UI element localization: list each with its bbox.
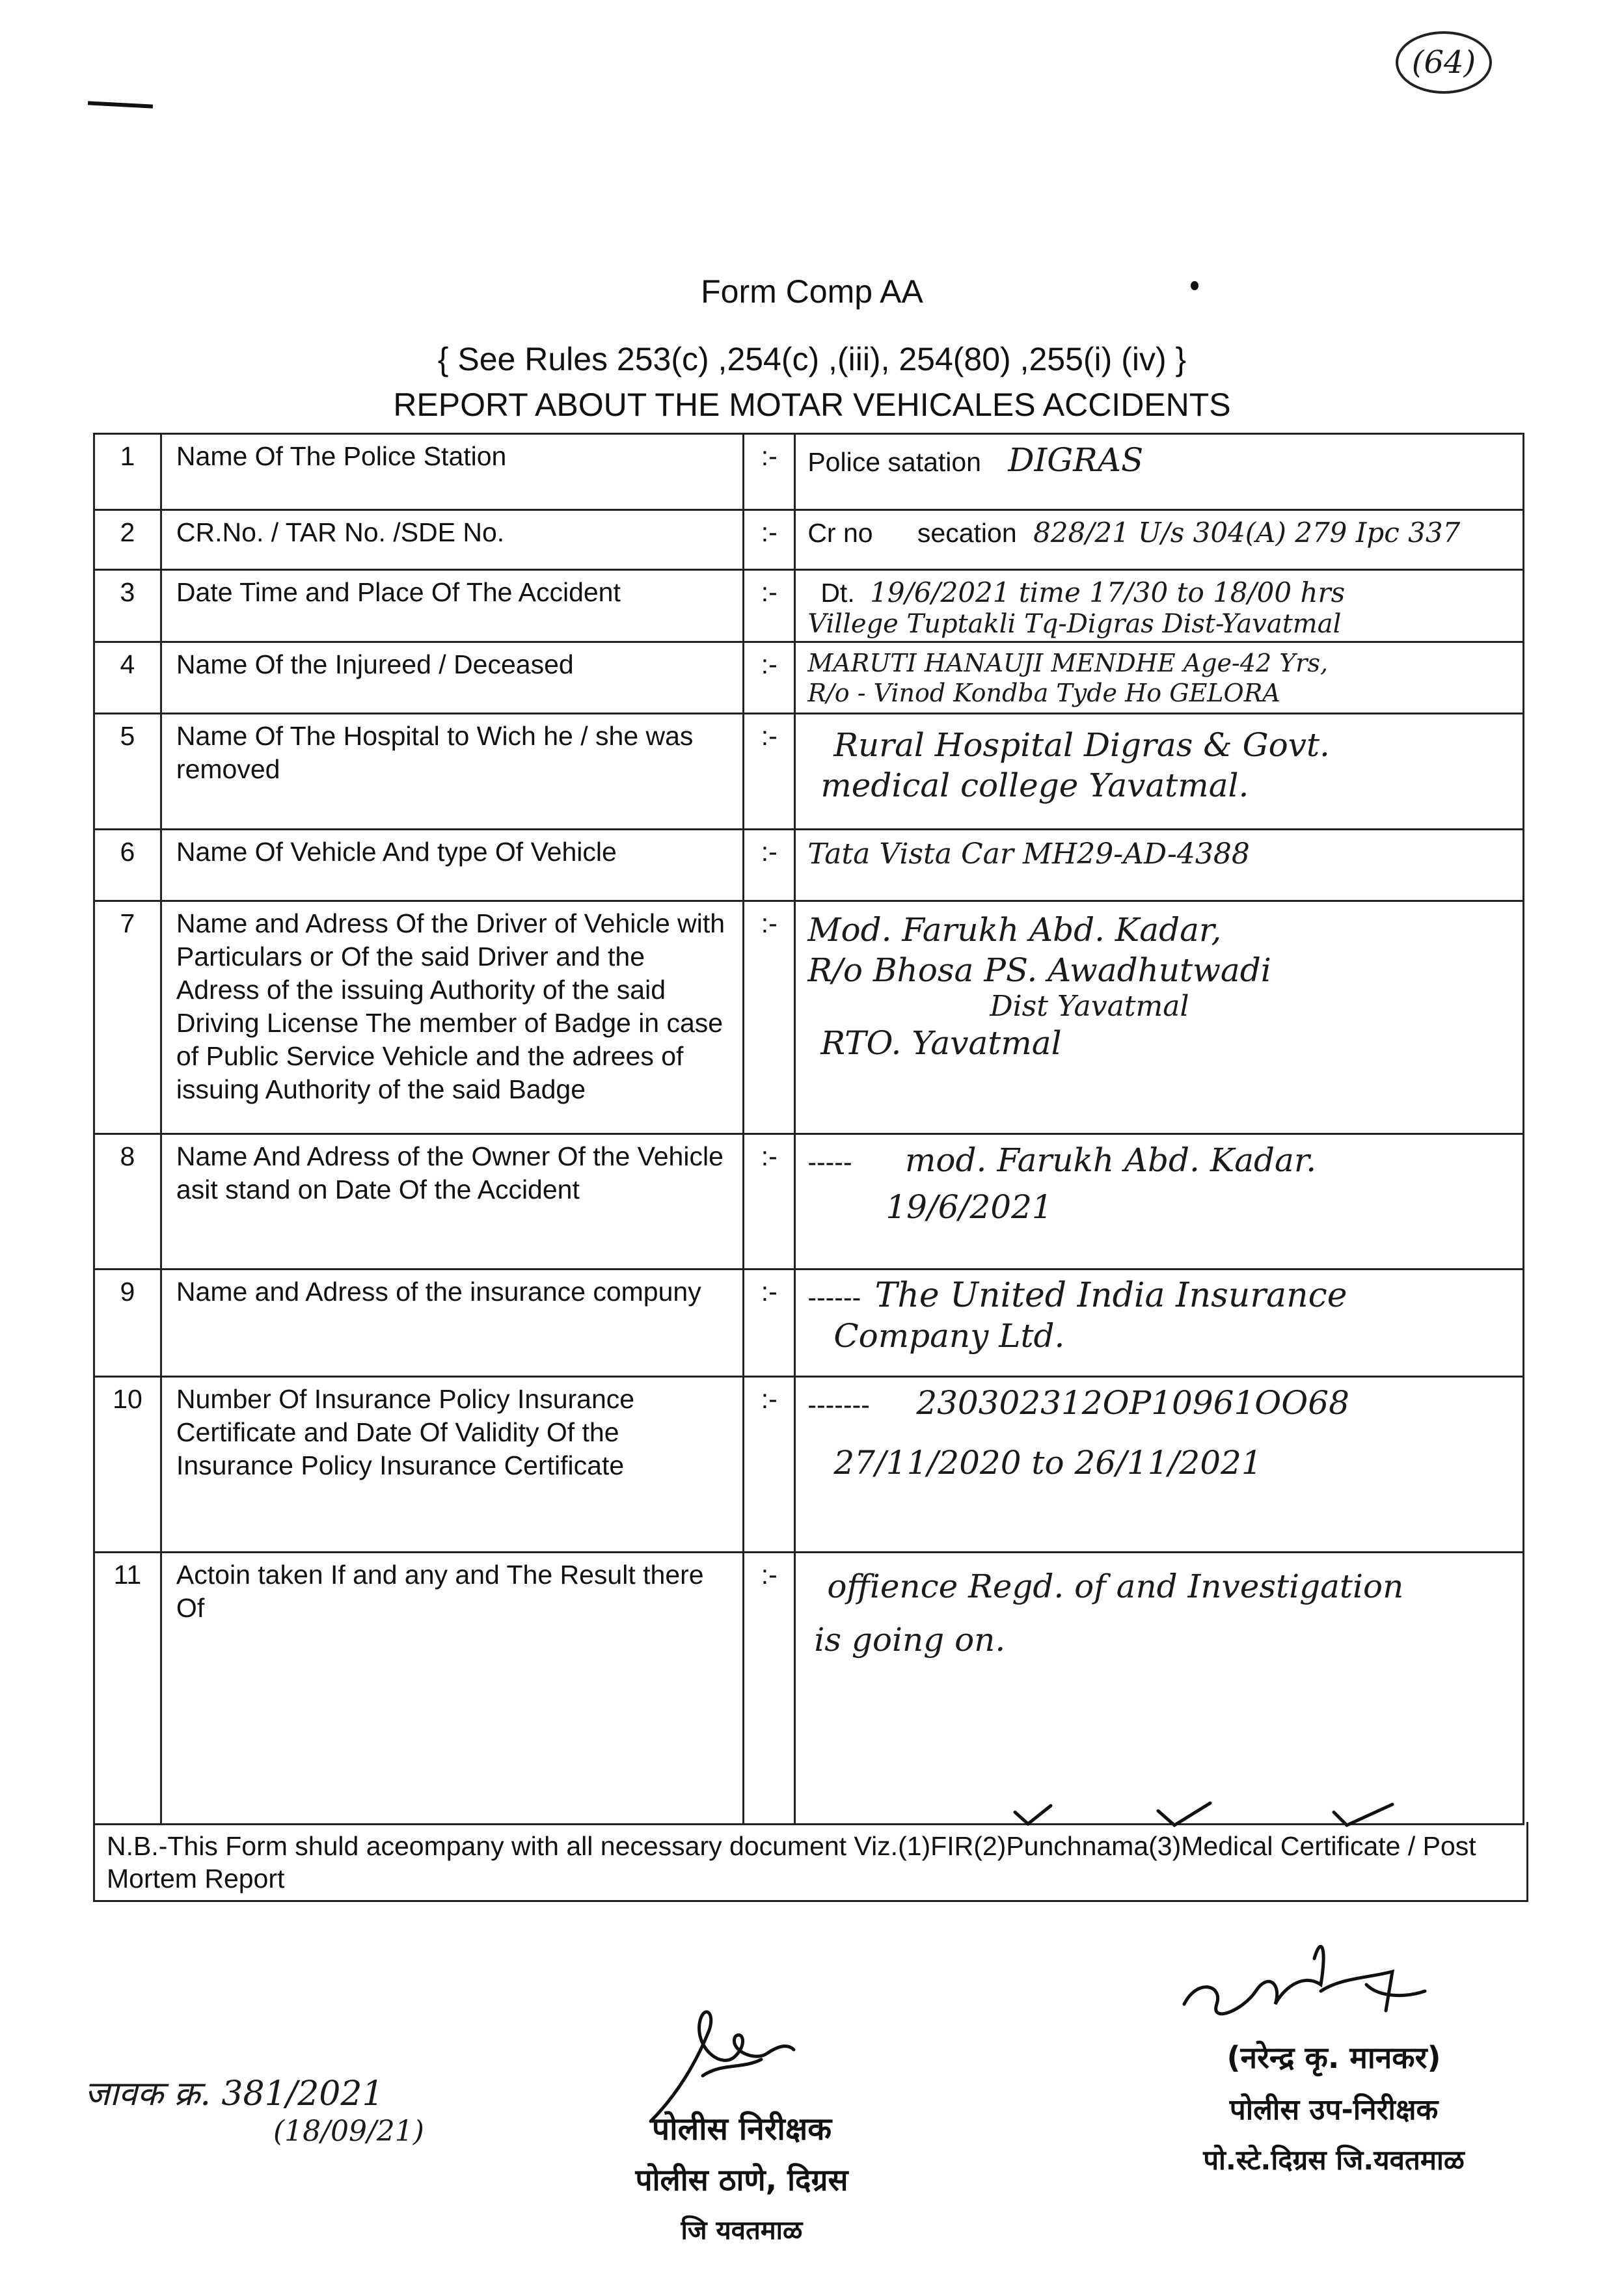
sub-inspector-designation: पोलीस उप-निरीक्षक [1229, 2093, 1439, 2126]
row-separator: :- [744, 1377, 795, 1553]
row-separator: :- [744, 570, 795, 642]
handwritten-value: 230302312OP10961OO68 [916, 1384, 1349, 1422]
row-label: Name and Adress of the insurance compuny [161, 1270, 743, 1377]
row-separator: :- [744, 1553, 795, 1825]
printed-value: Police satation [807, 447, 981, 477]
row-number: 7 [94, 901, 161, 1134]
handwritten-value: Mod. Farukh Abd. Kadar, [807, 911, 1222, 949]
sub-inspector-name: (नरेन्द्र कृ. मानकर) [1226, 2040, 1441, 2075]
handwritten-value: Company Ltd. [833, 1317, 1065, 1355]
row-number: 5 [94, 714, 161, 830]
row-value [795, 642, 1524, 714]
row-label: Name Of The Police Station [161, 434, 743, 510]
page-number: (64) [1396, 31, 1492, 94]
row-value [795, 434, 1524, 510]
inspector-designation: पोलीस निरीक्षक [651, 2111, 832, 2147]
table-row [94, 714, 1524, 830]
table-row [94, 570, 1524, 642]
form-title: Form Comp AA [701, 273, 923, 310]
row-value [795, 1377, 1524, 1553]
handwritten-value: is going on. [814, 1621, 1006, 1659]
row-number: 1 [94, 434, 161, 510]
table-row [94, 510, 1524, 570]
row-separator: :- [744, 434, 795, 510]
row-label: Name Of the Injureed / Deceased [161, 642, 743, 714]
report-title: REPORT ABOUT THE MOTAR VEHICALES ACCIDENTS [393, 387, 1231, 423]
handwritten-value: mod. Farukh Abd. Kadar. [905, 1141, 1317, 1179]
row-number: 10 [94, 1377, 161, 1553]
handwritten-value: 828/21 U/s 304(A) 279 Ipc 337 [1033, 517, 1461, 549]
printed-value: ------- [807, 1390, 870, 1420]
margin-mark [88, 101, 153, 108]
row-value [795, 510, 1524, 570]
row-number: 3 [94, 570, 161, 642]
row-separator: :- [744, 1134, 795, 1270]
handwritten-value: Tata Vista Car MH29-AD-4388 [807, 837, 1250, 871]
row-number: 6 [94, 830, 161, 901]
sub-inspector-signature-icon [1171, 1933, 1457, 2037]
row-number: 11 [94, 1553, 161, 1825]
handwritten-value: Villege Tuptakli Tq-Digras Dist-Yavatmal [807, 609, 1342, 639]
handwritten-value: R/o Bhosa PS. Awadhutwadi [807, 951, 1271, 989]
row-label: Date Time and Place Of The Accident [161, 570, 743, 642]
sub-inspector-station: पो.स्टे.दिग्रस जि.यवतमाळ [1203, 2144, 1465, 2176]
table-row [94, 1377, 1524, 1553]
row-separator: :- [744, 642, 795, 714]
handwritten-value: Rural Hospital Digras & Govt. [833, 726, 1330, 764]
row-label: Name Of The Hospital to Wich he / she was removed [161, 714, 743, 830]
row-value [795, 901, 1524, 1134]
table-row [94, 1134, 1524, 1270]
table-row [94, 901, 1524, 1134]
handwritten-value: MARUTI HANAUJI MENDHE Age-42 Yrs, [807, 649, 1329, 677]
inspector-district: जि यवतमाळ [681, 2216, 803, 2246]
row-label: Name Of Vehicle And type Of Vehicle [161, 830, 743, 901]
row-label: Name and Adress Of the Driver of Vehicle with Particulars or Of the said Driver and the Adress of the issuing Authority of the said Driving License The member of Badge in case of Public Service Vehicle and the adrees of issuing Authority of the said Badge [161, 901, 743, 1134]
row-value [795, 570, 1524, 642]
row-value [795, 1134, 1524, 1270]
table-row [94, 1270, 1524, 1377]
row-separator: :- [744, 510, 795, 570]
row-label: Actoin taken If and any and The Result there Of [161, 1553, 743, 1825]
row-separator: :- [744, 830, 795, 901]
outward-number: जावक क्र. 381/2021 [85, 2074, 384, 2113]
handwritten-value: RTO. Yavatmal [820, 1024, 1062, 1062]
printed-value: Dt. [820, 578, 855, 608]
handwritten-value: 19/6/2021 time 17/30 to 18/00 hrs [870, 577, 1346, 608]
row-number: 8 [94, 1134, 161, 1270]
table-row [94, 830, 1524, 901]
inspector-station: पोलीस ठाणे, दिग्रस [635, 2162, 848, 2197]
row-separator: :- [744, 901, 795, 1134]
row-label: Number Of Insurance Policy Insurance Certificate and Date Of Validity Of the Insurance Policy Insurance Certificate [161, 1377, 743, 1553]
row-separator: :- [744, 1270, 795, 1377]
row-value [795, 1270, 1524, 1377]
rules-reference: { See Rules 253(c) ,254(c) ,(iii), 254(80) ,255(i) (iv) } [437, 341, 1187, 377]
handwritten-value: R/o - Vinod Kondba Tyde Ho GELORA [807, 679, 1280, 707]
printed-value: ------ [807, 1283, 861, 1312]
handwritten-value: medical college Yavatmal. [820, 767, 1249, 804]
note-section: N.B.-This Form shuld aceompany with all necessary document Viz.(1)FIR(2)Punchnama(3)Medical Certificate / Post Mortem Report [93, 1822, 1528, 1902]
outward-date: (18/09/21) [273, 2115, 424, 2148]
row-value [795, 830, 1524, 901]
table-row [94, 642, 1524, 714]
row-number: 9 [94, 1270, 161, 1377]
row-separator: :- [744, 714, 795, 830]
row-value [795, 1553, 1524, 1825]
handwritten-value: 19/6/2021 [886, 1188, 1053, 1226]
row-label: CR.No. / TAR No. /SDE No. [161, 510, 743, 570]
handwritten-value: DIGRAS [1008, 441, 1144, 479]
printed-value: Cr no secation [807, 518, 1017, 548]
handwritten-value: Dist Yavatmal [990, 990, 1189, 1023]
printed-value: ----- [807, 1147, 852, 1177]
handwritten-value: offience Regd. of and Investigation [827, 1568, 1404, 1605]
row-number: 2 [94, 510, 161, 570]
row-label: Name And Adress of the Owner Of the Vehicle asit stand on Date Of the Accident [161, 1134, 743, 1270]
handwritten-value: The United India Insurance [874, 1276, 1347, 1315]
row-value [795, 714, 1524, 830]
handwritten-value: 27/11/2020 to 26/11/2021 [833, 1444, 1262, 1482]
row-number: 4 [94, 642, 161, 714]
accident-report-table [93, 433, 1524, 1825]
table-row [94, 1553, 1524, 1825]
table-row [94, 434, 1524, 510]
